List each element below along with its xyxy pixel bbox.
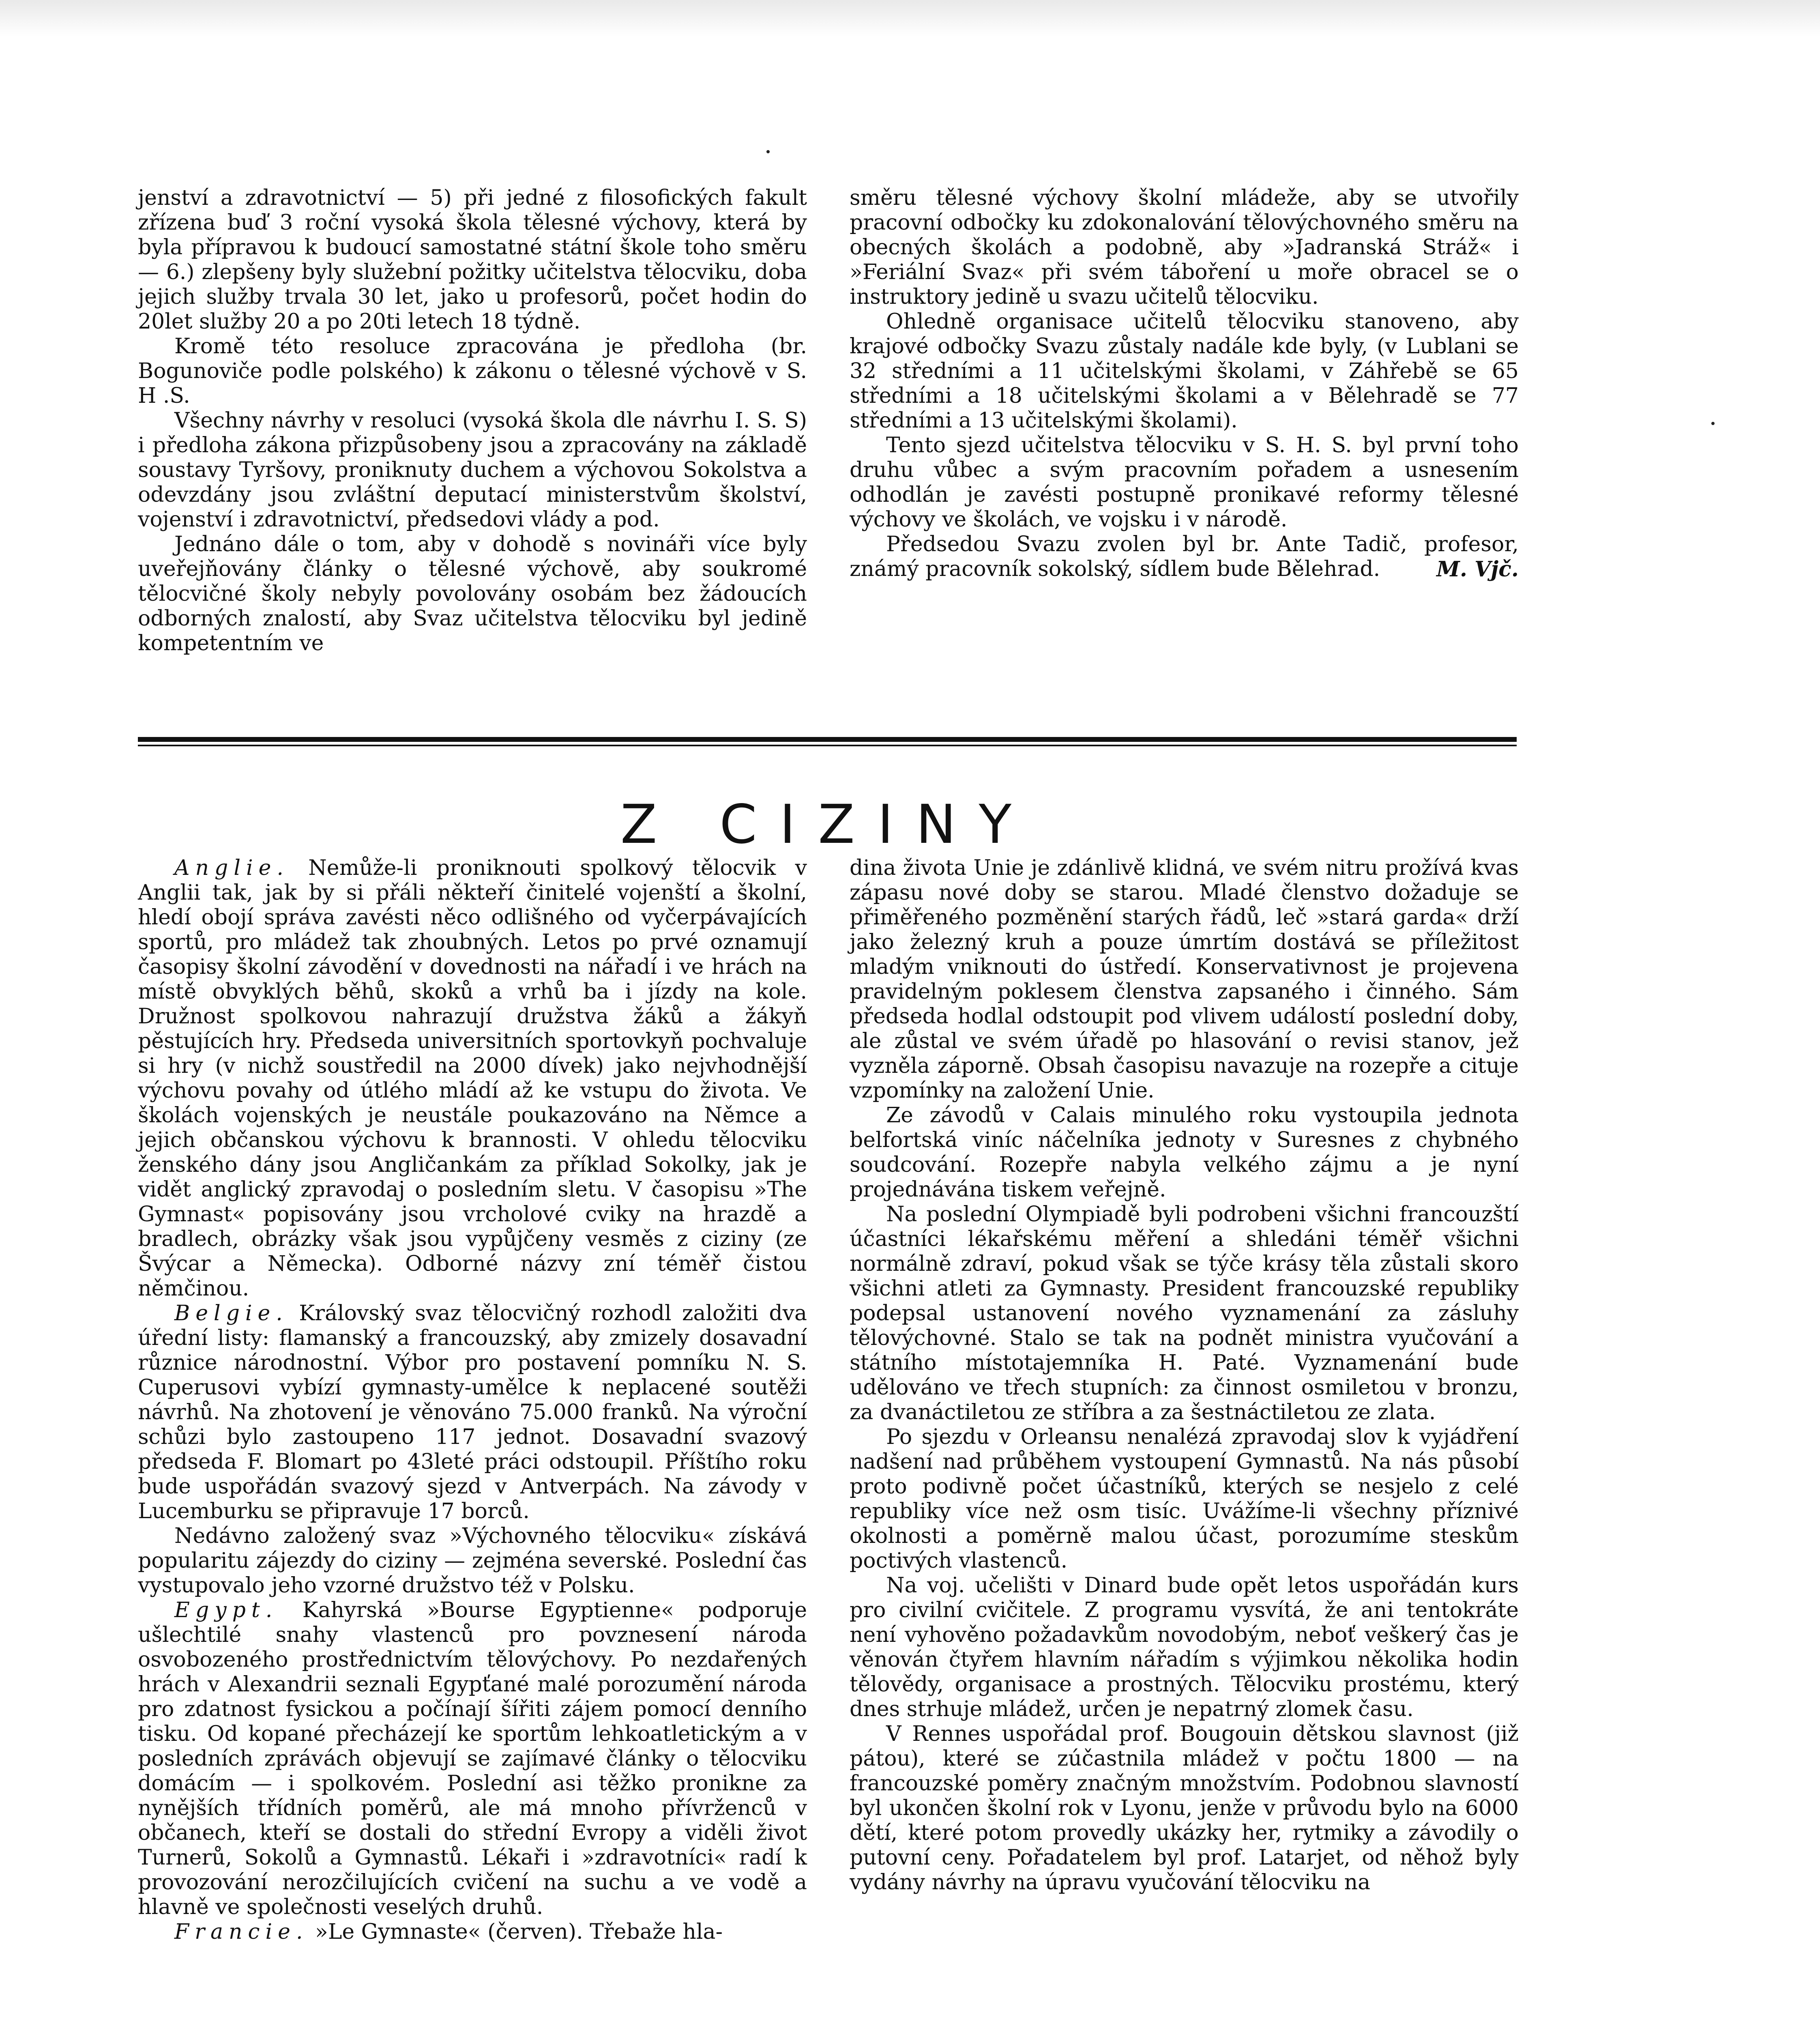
paragraph-text: »Le Gymnaste« (červen). Třebaže hla- (308, 1920, 723, 1944)
paragraph-anglie (138, 856, 807, 1301)
paragraph-egypt (138, 1598, 807, 1920)
bottom-left-column (138, 856, 807, 1944)
scan-speck (766, 150, 770, 153)
top-right-column (850, 186, 1519, 582)
paragraph-text: Nemůže-li proniknouti spolkový tělocvik v Anglii tak, jak by si přáli někteří činitelé vojenští a školní, hledí obojí správa zavésti něco odlišného od vyčerpávajících sportů, pro mládež tak zhoubných. Letos po prvé oznamují časopisy školní závodění v dovednosti na nářadí i ve hrách na místě obvyklých běhů, skoků a vrhů ba i jízdy na kole. Družnost spolkovou nahrazují družstva žáků a žákyň pěstujících hry. Předseda universitních sportovkyň pochvaluje si hry (v nichž soustředil na 2000 dívek) jako nejvhodnější výchovu povahy od útlého mládí až ke vstupu do života. Ve školách vojenských je neustále poukazováno na Němce a jejich občanskou výchovu k brannosti. V ohledu tělocviku ženského dány jsou Angličankám za příklad Sokolky, jak je vidět anglický zpravodaj o posledním sletu. V časopisu »The Gymnast« popisovány jsou vrcholové cviky na hrazdě a bradlech, obrázky však jsou vypůjčeny vesměs z ciziny (ze Švýcar a Německa). Odborné názvy zní téměř čistou němčinou. (138, 856, 807, 1301)
paragraph-belgie-2 (138, 1524, 807, 1598)
author-signature: M. Vjč. (1436, 557, 1519, 582)
paragraph: dina života Unie je zdánlivě klidná, ve svém nitru prožívá kvas zápasu nové doby se starou. Mladé členstvo dožaduje se přiměřeného pozměnění starých řádů, leč »stará garda« drží jako železný kruh a pouze úmrtím dostává se příležitost mladým vniknouti do ústředí. Konservativnost je projevena pravidelným poklesem členstva zapsaného i činného. Sám předseda hodlal odstoupit pod vlivem událostí poslední doby, ale zůstal ve svém úřadě po hlasování o revisi stanov, jež vyzněla záporně. Obsah časopisu navazuje na rozepře a cituje vzpomínky na založení Unie. (850, 856, 1519, 1103)
country-heading: Belgie. (174, 1301, 288, 1326)
paragraph-francie (138, 1920, 807, 1944)
paragraph: Po sjezdu v Orleansu nenalézá zpravodaj slov k vyjádření nadšení nad průběhem vystoupení Gymnastů. Na nás působí proto podivně počet účastníků, kterých se nesjelo z celé republiky více než osm tisíc. Uvážíme-li všechny příznivé okolnosti a poměrně malou účast, porozumíme steskům poctivých vlastenců. (850, 1425, 1519, 1573)
top-left-column (138, 186, 807, 656)
scan-shade (0, 0, 1820, 37)
paragraph: směru tělesné výchovy školní mládeže, aby se utvořily pracovní odbočky ku zdokonalování tělovýchovného směru na obecných školách a podobně, aby »Jadranská Stráž« i »Feriální Svaz« při svém táboření u moře obracel se o instruktory jedině u svazu učitelů tělocviku. (850, 186, 1519, 309)
section-divider (138, 737, 1517, 742)
scan-speck (1711, 422, 1715, 425)
paragraph-text: Nedávno založený svaz »Výchovného tělocviku« získává popularitu zájezdy do ciziny — zejména severské. Poslední čas vystupovalo jeho vzorné družstvo též v Polsku. (138, 1524, 807, 1598)
section-divider-thin (138, 745, 1517, 746)
paragraph-text: Předsedou Svazu zvolen byl br. Ante Tadič, profesor, známý pracovník sokolský, sídlem bude Bělehrad. (850, 532, 1519, 581)
paragraph: Na poslední Olympiadě byli podrobeni všichni francouzští účastníci lékařskému měření a shledáni téměř všichni normálně zdraví, pokud však se týče krásy těla zůstali skoro všichni atleti za Gymnasty. President francouzské republiky podepsal ustanovení nového vyznamenání za zásluhy tělovýchovné. Stalo se tak na podnět ministra vyučování a státního místotajemníka H. Paté. Vyznamenání bude udělováno ve třech stupních: za činnost osmiletou v bronzu, za dvanáctiletou ze stříbra a za šestnáctiletou ze zlata. (850, 1202, 1519, 1424)
section-title: Z CIZINY (620, 793, 1034, 856)
paragraph: Ze závodů v Calais minulého roku vystoupila jednota belfortská viníc náčelníka jednoty v Suresnes z chybného soudcování. Rozepře nabyla velkého zájmu a je nyní projednávána tiskem veřejně. (850, 1103, 1519, 1202)
paragraph: Jednáno dále o tom, aby v dohodě s novináři více byly uveřejňovány články o tělesné výchově, aby soukromé tělocvičné školy nebyly povolovány osobám bez žádoucích odborných znalostí, aby Svaz učitelstva tělocviku byl jedině kompetentním ve (138, 532, 807, 655)
paragraph: V Rennes uspořádal prof. Bougouin dětskou slavnost (již pátou), které se zúčastnila mládež v počtu 1800 — na francouzské poměry značným množstvím. Podobnou slavností byl ukončen školní rok v Lyonu, jenže v průvodu bylo na 6000 dětí, které potom provedly ukázky her, rytmiky a závodily o putovní ceny. Pořadatelem byl prof. Latarjet, od něhož byly vydány návrhy na úpravu vyučování tělocviku na (850, 1722, 1519, 1895)
country-heading: Egypt. (174, 1598, 278, 1622)
paragraph-text: Kahyrská »Bourse Egyptienne« podporuje ušlechtilé snahy vlastenců pro povznesení národa osvobozeného prostřednictvím tělovýchovy. Po nezdařených hrách v Alexandrii seznali Egypťané malé porozumění národa pro zdatnost fysickou a počínají šířiti zájem pomocí denního tisku. Od kopané přecházejí ke sportům lehkoatletickým a v posledních zprávách objevují se zajímavé články o tělocviku domácím — i spolkovém. Poslední asi těžko pronikne za nynějších třídních poměrů, ale má mnoho přívrženců v občanech, kteří se dostali do střední Evropy a viděli život Turnerů, Sokolů a Gymnastů. Lékaři i »zdravotníci« radí k provozování nerozčilujících cvičení na suchu a ve vodě a hlavně ve společnosti veselých druhů. (138, 1598, 807, 1919)
paragraph-text: Královský svaz tělocvičný rozhodl založiti dva úřední listy: flamanský a francouzský, aby zmizely dosavadní různice národnostní. Výbor pro postavení pomníku N. S. Cuperusovi vybízí gymnasty-umělce k neplacené soutěži návrhů. Na zhotovení je věnováno 75.000 franků. Na výroční schůzi bylo zastoupeno 117 jednot. Dosavadní svazový předseda F. Blomart po 43leté práci odstoupil. Příštího roku bude uspořádán svazový sjezd v Antverpách. Na závody v Lucemburku se připravuje 17 borců. (138, 1301, 807, 1523)
paragraph: Všechny návrhy v resoluci (vysoká škola dle návrhu I. S. S) i předloha zákona přizpůsobeny jsou a zpracovány na základě soustavy Tyršovy, proniknuty duchem a výchovou Sokolstva a odevzdány jsou zvláštní deputací ministerstvům školství, vojenství i zdravotnictví, předsedovi vlády a pod. (138, 408, 807, 532)
bottom-right-column (850, 856, 1519, 1895)
country-heading: Anglie. (174, 856, 289, 880)
paragraph: Ohledně organisace učitelů tělocviku stanoveno, aby krajové odbočky Svazu zůstaly nadále kde byly, (v Lublani se 32 středními a 11 učitelskými školami, v Záhřebě se 65 středními a 18 učitelskými školami a v Bělehradě se 77 středními a 13 učitelskými školami). (850, 309, 1519, 433)
paragraph: Na voj. učelišti v Dinard bude opět letos uspořádán kurs pro civilní cvičitele. Z programu vysvítá, že ani tentokráte není vyhověno požadavkům novodobým, neboť veškerý čas je věnován čtyřem hlavním nářadím s výjimkou několika hodin tělovědy, organisace a prostných. Tělocviku prostému, který dnes strhuje mládež, určen je nepatrný zlomek času. (850, 1573, 1519, 1721)
paragraph: Kromě této resoluce zpracována je předloha (br. Bogunoviče podle polského) k zákonu o tělesné výchově v S. H .S. (138, 334, 807, 408)
paragraph: jenství a zdravotnictví — 5) při jedné z filosofických fakult zřízena buď 3 roční vysoká škola tělesné výchovy, která by byla přípravou k budoucí samostatné státní škole toho směru — 6.) zlepšeny byly služební požitky učitelstva tělocviku, doba jejich služby trvala 30 let, jako u profesorů, počet hodin do 20let služby 20 a po 20ti letech 18 týdně. (138, 186, 807, 334)
paragraph (850, 532, 1519, 582)
paragraph: Tento sjezd učitelstva tělocviku v S. H. S. byl první toho druhu vůbec a svým pracovním pořadem a usnesením odhodlán je zavésti postupně pronikavé reformy tělesné výchovy ve školách, ve vojsku i v národě. (850, 433, 1519, 532)
country-heading: Francie. (174, 1920, 309, 1944)
paragraph-belgie (138, 1301, 807, 1524)
